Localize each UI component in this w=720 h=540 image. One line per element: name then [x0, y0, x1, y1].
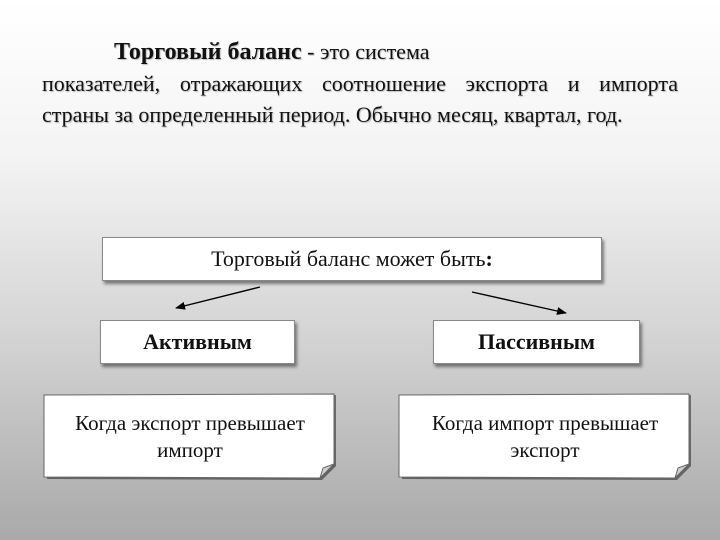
arrow-to-active	[176, 287, 260, 308]
active-type-label: Активным	[143, 329, 252, 354]
definition-lead: - это система	[301, 39, 430, 64]
heading-colon: :	[485, 246, 493, 271]
active-condition-text: Когда экспорт превышает импорт	[75, 411, 305, 462]
passive-condition-note	[399, 394, 691, 480]
active-condition-note	[44, 394, 336, 480]
definition-body: показателей, отражающих соотношение экспорта и импорта страны за определенный период. Обычно месяц, квартал, год.	[42, 71, 678, 127]
arrow-to-passive	[472, 292, 566, 313]
passive-type-box	[433, 320, 640, 364]
active-type-box	[100, 320, 295, 364]
defined-term: Торговый баланс	[114, 39, 302, 65]
passive-type-label: Пассивным	[477, 329, 596, 354]
heading-text: Торговый баланс может быть	[211, 246, 486, 271]
passive-condition-text: Когда импорт превышает экспорт	[431, 411, 659, 462]
